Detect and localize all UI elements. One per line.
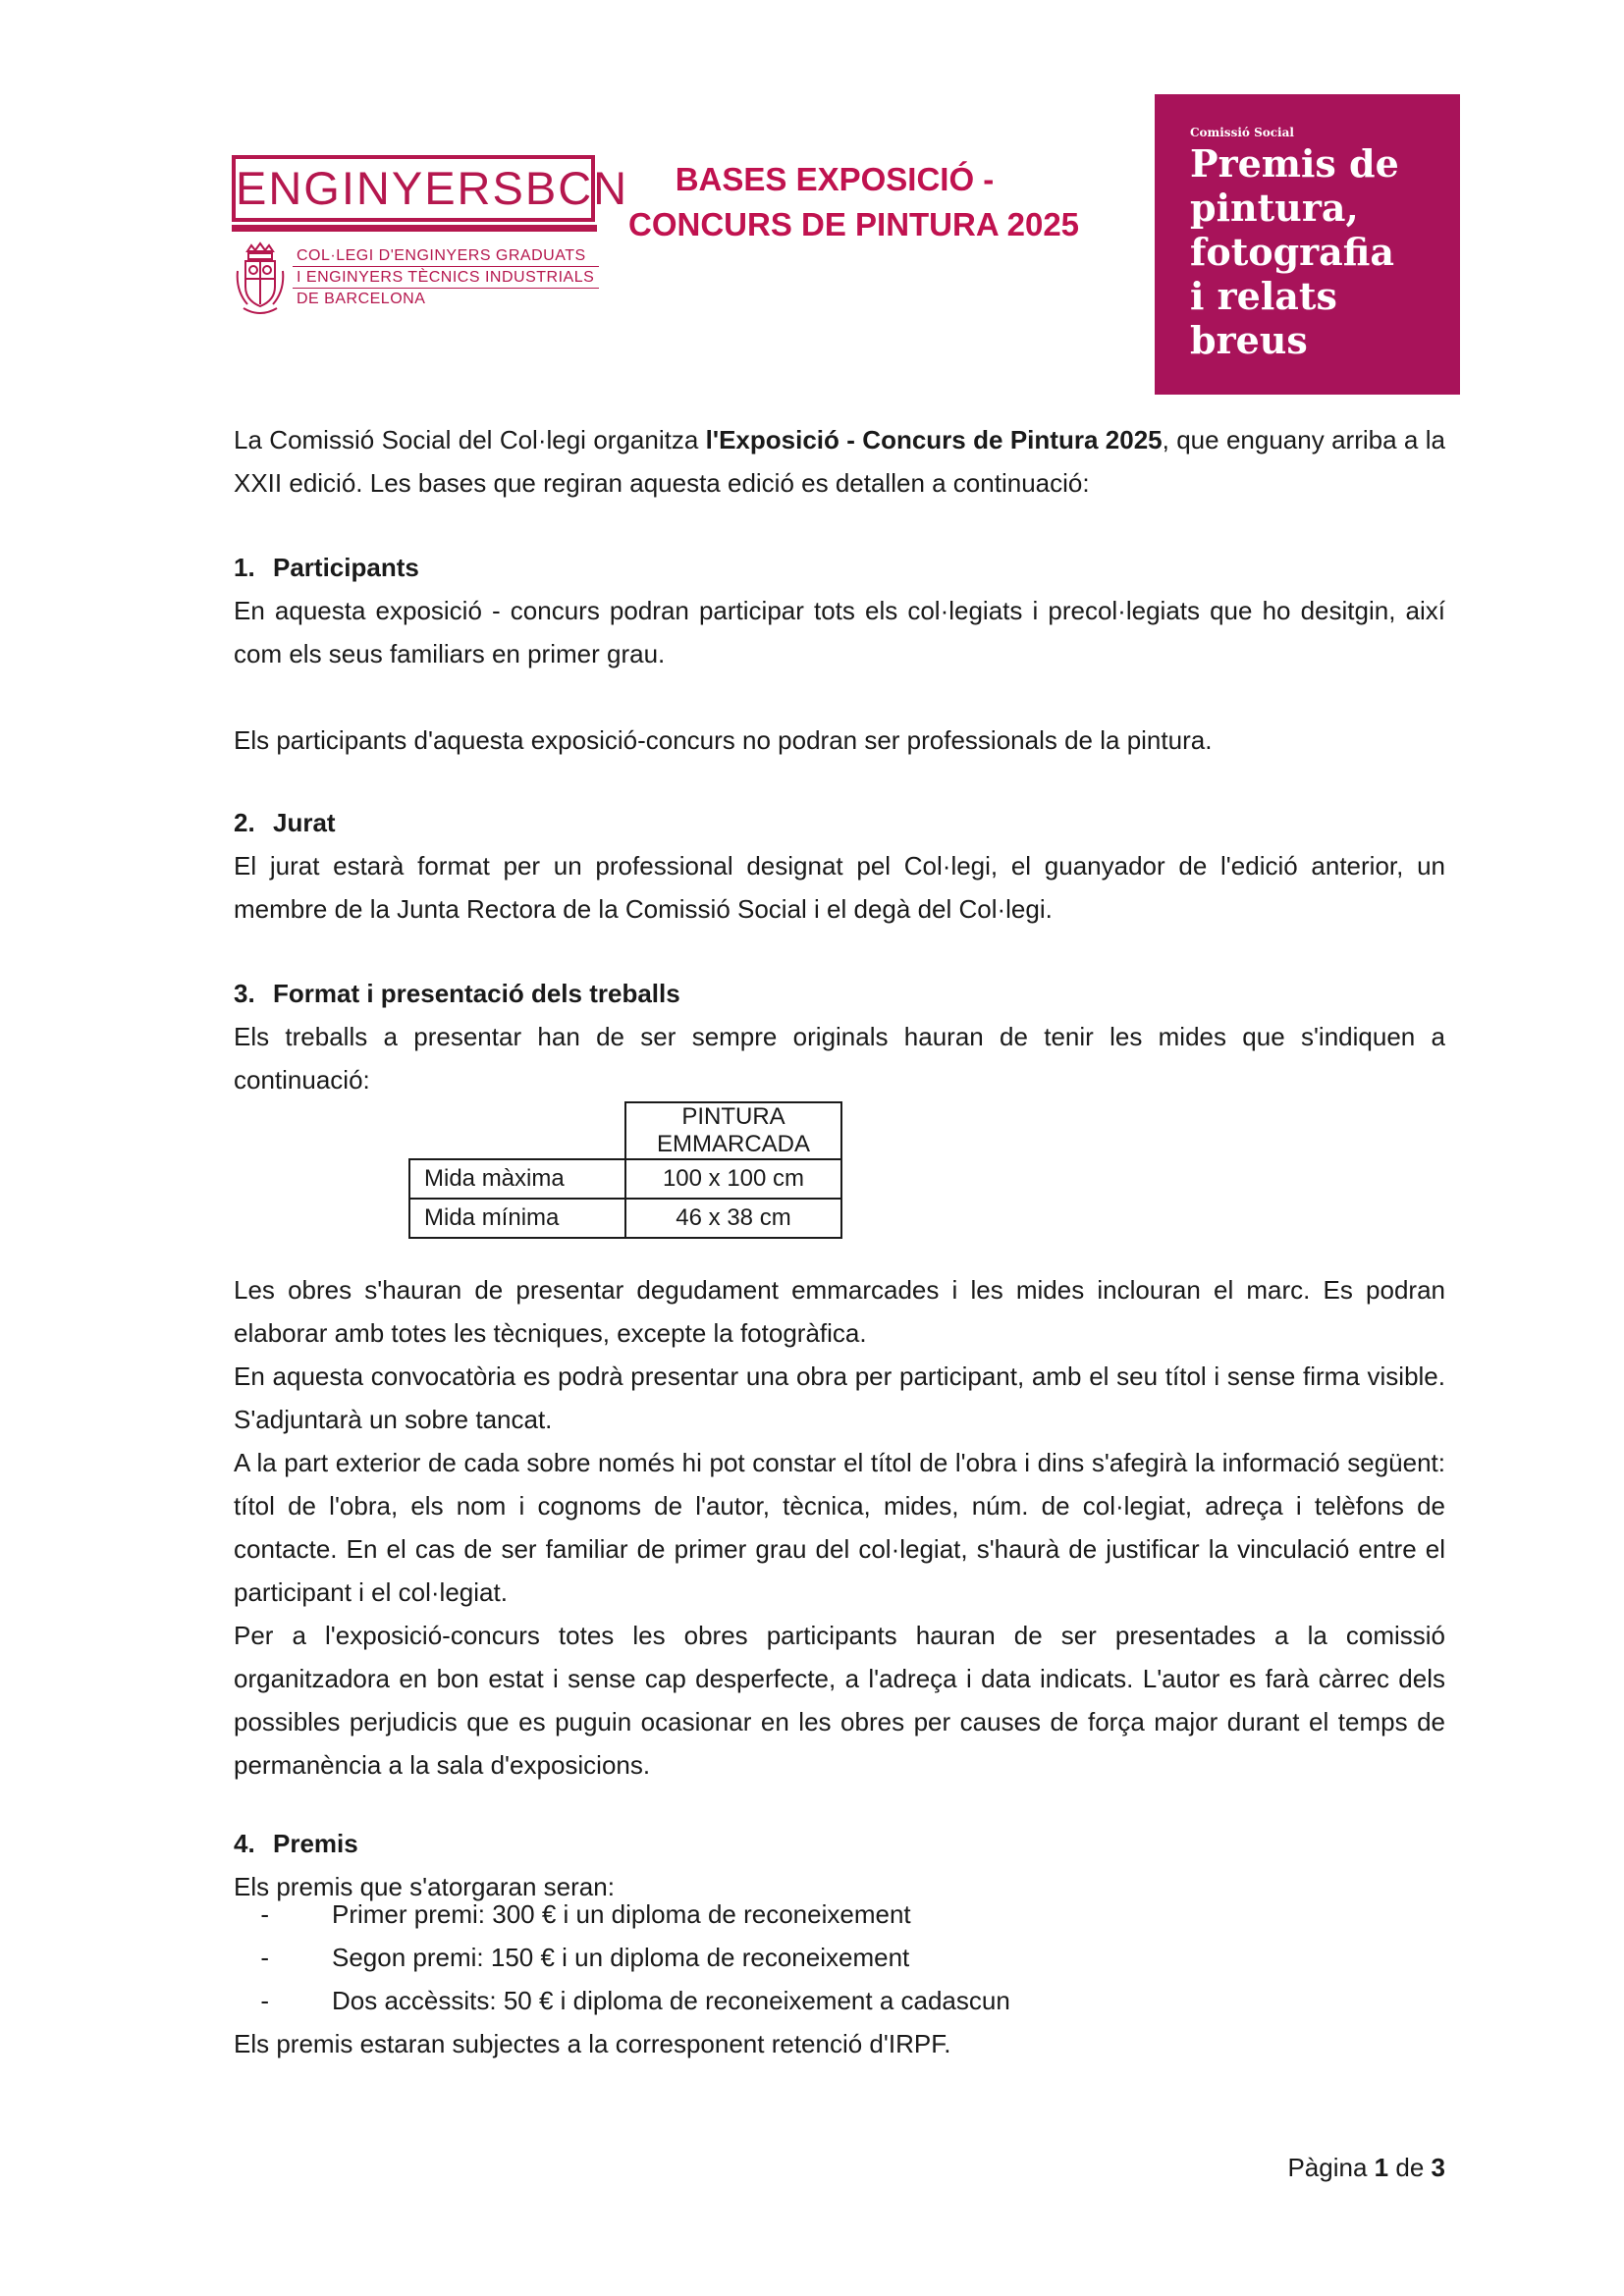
paragraph: Els premis estaran subjectes a la corresponent retenció d'IRPF. bbox=[234, 2029, 951, 2058]
badge-label: Comissió Social bbox=[1190, 126, 1294, 139]
college-name-line: I ENGINYERS TÈCNICS INDUSTRIALS bbox=[293, 267, 599, 289]
crest-icon bbox=[234, 241, 287, 320]
intro-section bbox=[234, 418, 1445, 505]
logo-wordmark bbox=[232, 155, 629, 222]
paragraph: Els premis que s'atorgaran seran: bbox=[234, 1872, 615, 1901]
section-number: 1. bbox=[234, 553, 255, 582]
badge-line: pintura, bbox=[1190, 186, 1359, 230]
section-title: Participants bbox=[273, 553, 419, 582]
paragraph: Els treballs a presentar han de ser sempre originals hauran de tenir les mides que s'indiquen a continuació: bbox=[234, 1022, 1445, 1095]
table-cell-value: 100 x 100 cm bbox=[625, 1159, 841, 1199]
table-row bbox=[409, 1102, 841, 1159]
paragraph: Els participants d'aquesta exposició-concurs no podran ser professionals de la pintura. bbox=[234, 725, 1213, 755]
list-dash: - bbox=[260, 1899, 269, 1929]
college-logo bbox=[232, 155, 629, 322]
section-number: 3. bbox=[234, 979, 255, 1008]
paragraph: Per a l'exposició-concurs totes les obres participants hauran de ser presentades a la comissió organitzadora en bon estat i sense cap desperfecte, a l'adreça i data indicats. L'autor es farà càrrec dels possibles perjudicis que es puguin ocasionar en les obres per causes de força major durant el temps de permanència a la sala d'exposicions. bbox=[234, 1621, 1445, 1780]
section-jury bbox=[234, 801, 1445, 931]
table-cell-label: Mida màxima bbox=[409, 1159, 625, 1199]
list-item bbox=[234, 1936, 1010, 1979]
paragraph: En aquesta exposició - concurs podran participar tots els col·legiats i precol·legiats que ho desitgin, així com els seus familiars en primer grau. bbox=[234, 596, 1445, 668]
section-title: Premis bbox=[273, 1829, 358, 1858]
table-cell-value: 46 x 38 cm bbox=[625, 1199, 841, 1238]
table-cell-empty bbox=[409, 1102, 625, 1159]
page-of-label: de bbox=[1395, 2153, 1425, 2182]
total-pages: 3 bbox=[1431, 2153, 1445, 2182]
section-heading bbox=[234, 972, 1445, 1015]
section-number: 4. bbox=[234, 1829, 255, 1858]
section-title: Format i presentació dels treballs bbox=[273, 979, 680, 1008]
intro-text: , que enguany arriba a la XXII edició. Les bases que regiran aquesta edició es detallen a continuació: bbox=[234, 425, 1445, 498]
intro-text: La Comissió Social del Col·legi organitza bbox=[234, 425, 706, 454]
list-item-text: Segon premi: 150 € i un diploma de reconeixement bbox=[332, 1943, 910, 1972]
section-heading bbox=[234, 801, 1445, 844]
intro-paragraph bbox=[234, 418, 1445, 505]
paragraph: A la part exterior de cada sobre només hi pot constar el títol de l'obra i dins s'afegirà la informació següent: títol de l'obra, els nom i cognoms de l'autor, tècnica, mides, núm. de col·legiat, adreça i telèfons de contacte. En el cas de ser familiar de primer grau del col·legiat, s'haurà de justificar la vinculació entre el participant i el col·legiat. bbox=[234, 1448, 1445, 1607]
paragraph: El jurat estarà format per un professional designat pel Col·legi, el guanyador de l'edició anterior, un membre de la Junta Rectora de la Comissió Social i el degà del Col·legi. bbox=[234, 851, 1445, 924]
awards-badge bbox=[1155, 94, 1460, 395]
section-format bbox=[234, 972, 1445, 1101]
table-cell-label: Mida mínima bbox=[409, 1199, 625, 1238]
badge-line: breus bbox=[1190, 318, 1308, 362]
table-row bbox=[409, 1159, 841, 1199]
badge-line: i relats bbox=[1190, 274, 1337, 318]
logo-word-left: ENGINYERS bbox=[236, 162, 525, 214]
logo-word-right: BCN bbox=[524, 162, 629, 214]
prize-list bbox=[234, 1893, 1010, 2022]
list-item bbox=[234, 1979, 1010, 2022]
section-title: Jurat bbox=[273, 808, 336, 837]
prize-note bbox=[234, 2022, 1445, 2065]
section-heading bbox=[234, 1822, 1445, 1865]
paragraph: En aquesta convocatòria es podrà presentar una obra per participant, amb el seu títol i sense firma visible. S'adjuntarà un sobre tancat. bbox=[234, 1362, 1445, 1434]
college-name bbox=[293, 245, 599, 309]
intro-highlight: l'Exposició - Concurs de Pintura 2025 bbox=[705, 425, 1163, 454]
badge-line: Premis de bbox=[1190, 141, 1399, 186]
size-table bbox=[408, 1101, 842, 1239]
current-page: 1 bbox=[1374, 2153, 1389, 2182]
section-participants bbox=[234, 546, 1445, 762]
table-row bbox=[409, 1199, 841, 1238]
list-item-text: Dos accèssits: 50 € i diploma de reconeixement a cadascun bbox=[332, 1986, 1010, 2015]
document-title bbox=[628, 157, 1080, 247]
table-header: PINTURA EMMARCADA bbox=[625, 1102, 841, 1159]
list-dash: - bbox=[260, 1986, 269, 2015]
college-name-line: DE BARCELONA bbox=[297, 291, 426, 307]
title-line-1: BASES EXPOSICIÓ - bbox=[675, 161, 995, 197]
section-heading bbox=[234, 546, 1445, 589]
section-number: 2. bbox=[234, 808, 255, 837]
page-number bbox=[1287, 2146, 1445, 2189]
title-line-2: CONCURS DE PINTURA 2025 bbox=[628, 206, 1080, 242]
college-name-line: COL·LEGI D'ENGINYERS GRADUATS bbox=[293, 245, 599, 267]
badge-title bbox=[1190, 141, 1455, 362]
paragraph: Les obres s'hauran de presentar degudament emmarcades i les mides inclouran el marc. Es podran elaborar amb totes les tècniques, excepte la fotogràfica. bbox=[234, 1275, 1445, 1348]
list-item-text: Primer premi: 300 € i un diploma de reconeixement bbox=[332, 1899, 911, 1929]
badge-line: fotografia bbox=[1190, 230, 1395, 274]
section-format-details bbox=[234, 1268, 1445, 1787]
page-label: Pàgina bbox=[1287, 2153, 1368, 2182]
list-item bbox=[234, 1893, 1010, 1936]
logo-underline bbox=[232, 225, 597, 232]
list-dash: - bbox=[260, 1943, 269, 1972]
